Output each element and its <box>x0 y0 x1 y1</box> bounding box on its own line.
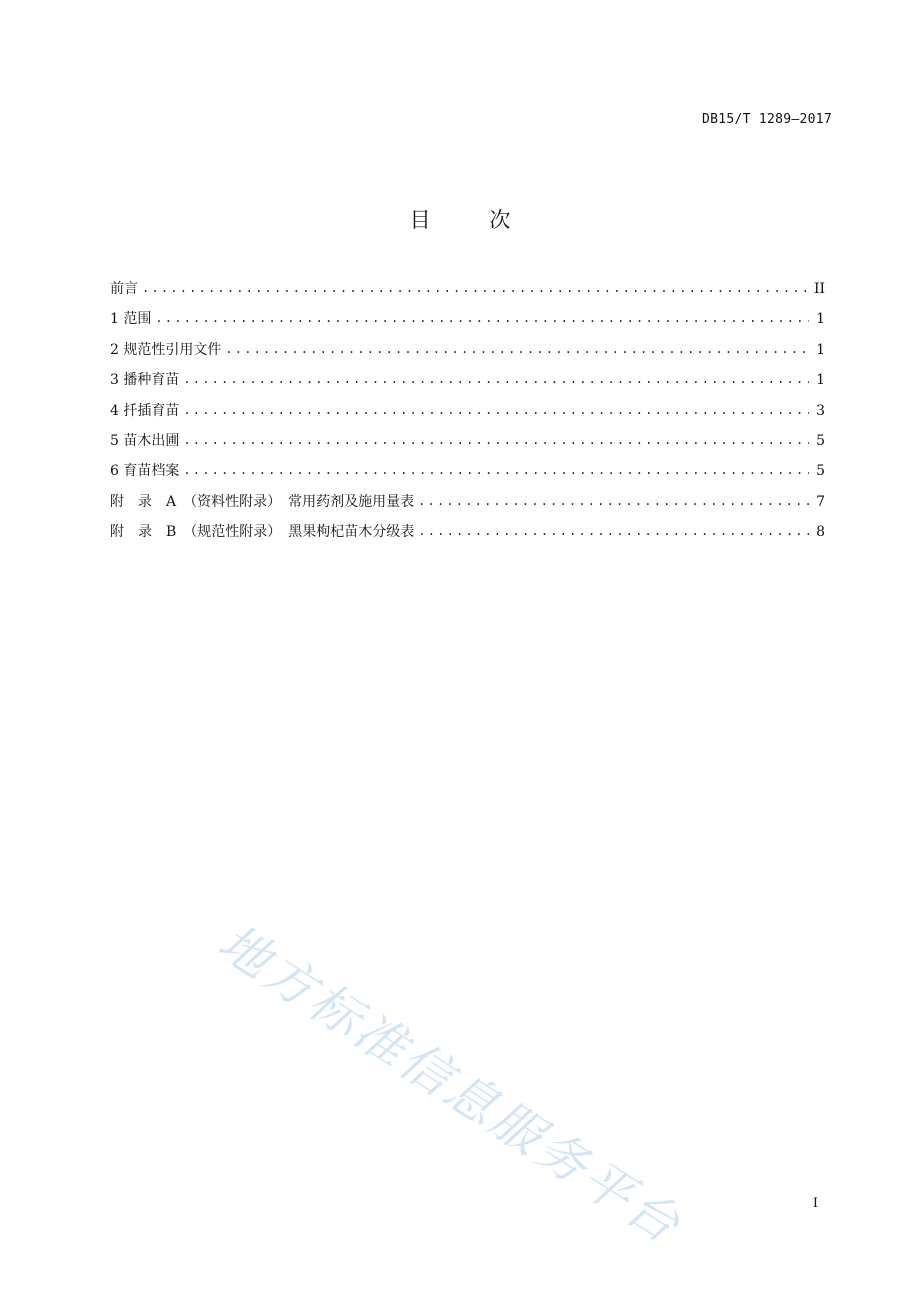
page-number: I <box>812 1196 818 1211</box>
toc-entry-appendix-b[interactable] <box>110 521 825 551</box>
table-of-contents <box>110 278 825 552</box>
toc-leader-dots <box>418 520 809 542</box>
toc-entry-label: 1 范围 <box>110 311 152 328</box>
toc-entry-page: II <box>813 281 825 297</box>
watermark: 地方标准信息服务平台 <box>208 913 693 1256</box>
toc-entry-label: 附 录 B （规范性附录） 黑果枸杞苗木分级表 <box>110 524 415 541</box>
toc-leader-dots <box>142 277 808 299</box>
toc-entry-label: 前言 <box>110 281 138 297</box>
toc-entry-page: 5 <box>816 432 825 449</box>
toc-entry-appendix-a[interactable] <box>110 491 825 521</box>
toc-entry-cutting-nursery[interactable] <box>110 400 825 430</box>
toc-entry-label: 附 录 A （资料性附录） 常用药剂及施用量表 <box>110 493 415 510</box>
toc-entry-seedling-lifting[interactable] <box>110 430 825 460</box>
toc-entry-label: 4 扦插育苗 <box>110 402 180 419</box>
toc-entry-page: 1 <box>816 311 825 328</box>
toc-entry-normative-references[interactable] <box>110 339 825 369</box>
toc-leader-dots <box>155 307 809 329</box>
toc-entry-label: 2 规范性引用文件 <box>110 341 222 358</box>
toc-entry-page: 3 <box>816 402 825 419</box>
toc-leader-dots <box>183 429 809 451</box>
toc-leader-dots <box>183 459 809 481</box>
toc-entry-page: 7 <box>816 493 825 510</box>
toc-entry-foreword[interactable] <box>110 278 825 308</box>
toc-entry-nursery-records[interactable] <box>110 460 825 490</box>
toc-leader-dots <box>183 399 809 421</box>
document-code: DB15/T 1289—2017 <box>701 112 832 127</box>
toc-entry-page: 1 <box>816 341 825 358</box>
toc-leader-dots <box>225 338 809 360</box>
toc-leader-dots <box>418 490 809 512</box>
toc-entry-label: 5 苗木出圃 <box>110 432 180 449</box>
toc-entry-label: 6 育苗档案 <box>110 463 180 480</box>
toc-leader-dots <box>183 368 809 390</box>
toc-entry-scope[interactable] <box>110 308 825 338</box>
toc-entry-label: 3 播种育苗 <box>110 372 180 389</box>
toc-entry-seed-nursery[interactable] <box>110 369 825 399</box>
toc-entry-page: 5 <box>816 463 825 480</box>
page-title: 目 次 <box>409 208 537 232</box>
toc-entry-page: 1 <box>816 372 825 389</box>
toc-entry-page: 8 <box>816 524 825 541</box>
